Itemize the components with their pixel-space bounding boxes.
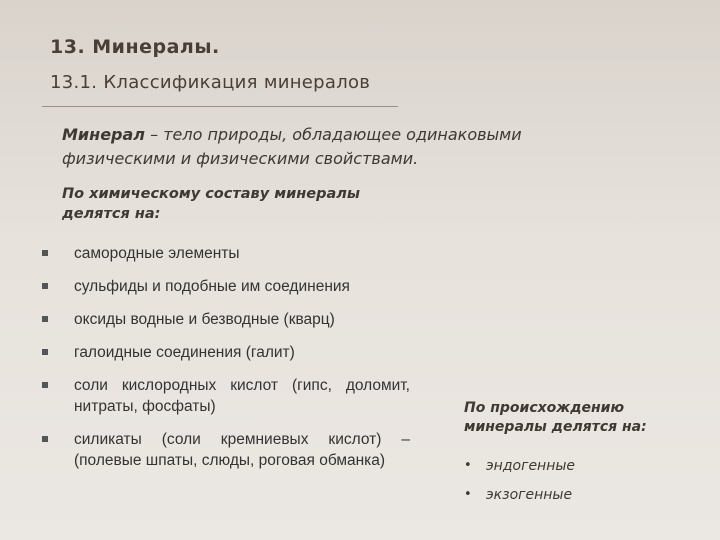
origin-heading: По происхождению минералы делятся на: — [464, 400, 647, 435]
square-bullet-icon — [42, 283, 48, 289]
dot-bullet-icon: • — [464, 458, 472, 473]
title-divider — [42, 106, 398, 107]
list-item: сульфиды и подобные им соединения — [42, 276, 410, 297]
list-item: • экзогенные — [464, 487, 573, 503]
list-item: силикаты (соли кремниевых кислот) – (полевые шпаты, слюды, роговая обманка) — [42, 429, 410, 471]
composition-heading: По химическому составу минералы делятся на: — [62, 186, 360, 222]
definition-term: Минерал — [62, 125, 146, 144]
square-bullet-icon — [42, 382, 48, 388]
slide-subtitle: 13.1. Классификация минералов — [50, 72, 371, 93]
slide-title: 13. Минералы. — [50, 36, 220, 58]
square-bullet-icon — [42, 349, 48, 355]
list-item: самородные элементы — [42, 243, 410, 264]
list-item: оксиды водные и безводные (кварц) — [42, 309, 410, 330]
origin-list — [464, 457, 704, 515]
composition-list — [42, 243, 410, 471]
dot-bullet-icon: • — [464, 487, 472, 502]
square-bullet-icon — [42, 316, 48, 322]
list-item: соли кислородных кислот (гипс, доломит, нитраты, фосфаты) — [42, 375, 410, 417]
list-item: галоидные соединения (галит) — [42, 342, 410, 363]
list-item: • эндогенные — [464, 458, 576, 474]
definition-text: – тело природы, обладающее одинаковыми физическими и физическими свойствами. — [62, 125, 522, 168]
square-bullet-icon — [42, 436, 48, 442]
square-bullet-icon — [42, 250, 48, 256]
mineral-definition — [62, 123, 622, 171]
